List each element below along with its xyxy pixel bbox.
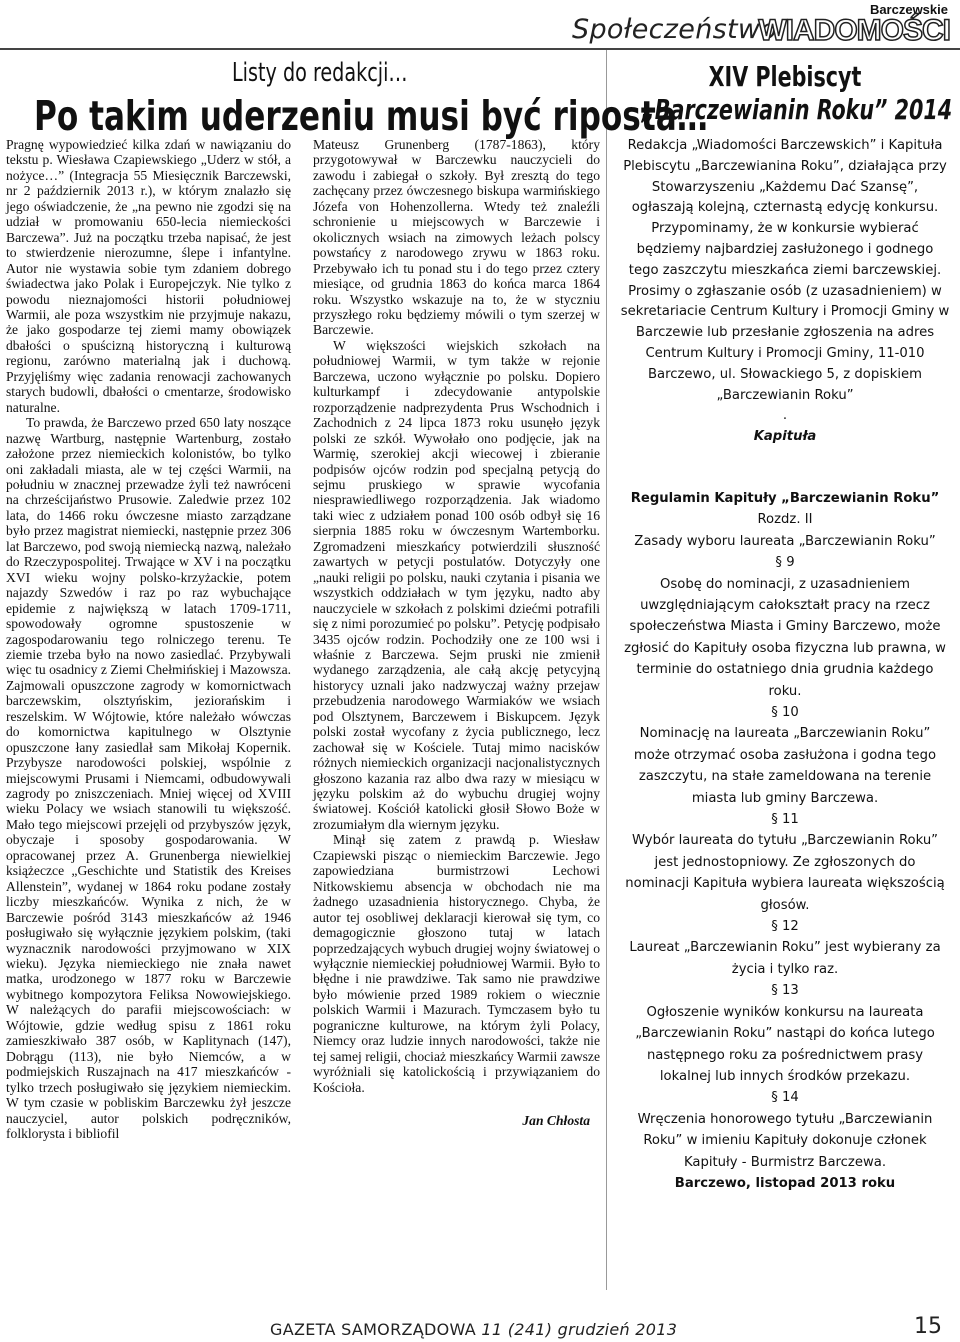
paragraph-number: § 14 (771, 1090, 799, 1106)
regulations-title: Regulamin Kapituły „Barczewianin Roku” (630, 490, 940, 506)
paragraph-text: Wybór laureata do tytułu „Barczewianin Roku” jest jednostopniowy. Ze zgłoszonych do nominacji Kapituła wybiera laureata większością głosów. (625, 833, 945, 913)
article-paragraph: To prawda, że Barczewo przed 650 laty noszące nazwę Wartburg, następnie Wartenburg, zostało założone przez niemieckich kolonistów, bo tylko oni zakładali miasta, ale w tej części Warmii, na południu w znacznej przewadze żyli też nawróceni na chrześcijaństwo Prusowie. Zaledwie przez 102 lata, do 1466 roku ówczesne miasto zarządzane było przez magistrat niemiecki, następnie przez 306 lat Barczewo, pod swoją niemiecką nazwą, należało do Rzeczypospolitej. Trwające w XV i na początku XVI wieku wojny polsko-krzyżackie, potem najazdy Szwedów i raz po raz wybuchające epidemie z największą w latach 1709-1711, spowodowały ogromne spustoszenie w zagospodarowaniu tego rolniczego terenu. Te ziemie trzeba było na nowo zasiedlać. Przybywali więc tu osadnicy z Ziemi Chełmińskiej i Mazowsza. Zajmowali opuszczone zagrody w komornictwach barczewskim, olsztyńskim, jeziorańskim i reszelskim. W Wójtowie, które należało wówczas do komornictwa kapitulnego w Olsztynie opuszczone łany zasiedlał sam Mikołaj Kopernik. Przybysze narodowości polskiej, wspólnie z miejscowymi Prusami i Niemcami, odbudowywali zagrody po zniszczeniach. Mniej więcej od XVIII wieku Polacy we wsiach stanowili tu większość. Mało tego miejscowi przejęli od przybyszów język, obyczaje i sposoby gospodarowania. W opracowanej przez A. Grunenberga niewielkiej książeczce „Geschichte und Statistik des Kreises Allenstein”, wydanej w 1864 roku podane zostały liczby mieszkańców. Wynika z nich, że w Barczewie pośród 3143 mieszkańców aż 1946 posługiwało się wyłącznie językiem polskim, (taki wyznacznik narodowości przyjmowano w XIX wieku). Języka niemieckiego nie znała nawet matka, urodzonego w 1877 roku w Barczewie wybitnego kompozytora Feliksa Nowowiejskiego. W należących do parafii miejscowościach: w Wójtowie, gdzie według spisu z 1861 roku zamieszkiwało 387 osób, w Kaplitynach (147), Dobrągu (113), nie było Niemców, a w podmiejskich Ruszajnach na 417 mieszkańców - tylko trzech posługiwało się językiem niemieckim. W tym czasie w pobliskim Barczewku żył jeszcze nauczyciel, autor polskich podręczników, folklorysta i bibliofil (6, 415, 291, 1141)
article-paragraph: Mateusz Grunenberg (1787-1863), który przygotowywał w Barczewku nauczycieli do zawodu i zabiegał o szkoły. Był zresztą do tego zachęcany przez ówczesnego biskupa warmińskiego Józefa von Hohenzollerna. Wtedy też znaleźli schronienie u miejscowych w Barczewie i okolicznych wsiach na zimowych leżach polscy powstańcy z narodowego zrywu w 1863 roku. Przebywało ich tu ponad stu i do tego przez cztery miesiące, od grudnia 1863 do końca marca 1864 roku. Wszystko wskazuje na to, że w styczniu przyszłego roku będziemy mówili o tym szerzej w Barczewie. (313, 137, 600, 338)
plebiscite-sidebar (610, 60, 960, 1194)
paragraph-text: Nominację na laureata „Barczewianin Roku” może otrzymać osoba zasłużona i godna tego zaszczytu, na stałe zameldowana na terenie miasta lub gminy Barczewa. (633, 726, 937, 806)
regulations-closing: Barczewo, listopad 2013 roku (674, 1175, 896, 1191)
paragraph-number: § 12 (771, 919, 799, 935)
sidebar-title: XIV Plebiscyt (708, 60, 862, 93)
paragraph-number: § 13 (771, 983, 799, 999)
article-paragraph: W większości wiejskich szkołach na południowej Warmii, w tym także w rejonie Barczewa, uczono wyłącznie po polsku. Dopiero kulturkampf i zdecydowanie antypolskie rozporządzenie nadprezydenta Prus Wschodnich i Zachodnich z 24 lipca 1873 roku usunęło język polski ze szkół. Wywołało ono podjęcie, jak na Warmię, szerokiej akcji wiecowej i zbieranie podpisów ojców rodzin pod specjalną petycją do sejmu pruskiego w sprawie wycofania niesprawiedliwego rozporządzenia. Jak wiadomo taki wiec z udziałem ponad 100 osób odbył się 16 sierpnia 1885 roku w ówczesnym Wartemborku. Zgromadzeni mieszkańcy potwierdzili słuszność zawartych w petycji postulatów. Dotyczyły one „nauki religii po polsku, nauki czytania i pisania we wszystkich oddziałach w tym języku, nadto aby nauczyciele w szkołach z polskimi dziećmi potrafili się z nimi porozumieć po polsku”. Petycję podpisało 3435 ojców rodzin. Pochodziły one ze 100 wsi i właśnie z Barczewa. Sejm pruski nie zmienił wydanego zarządzenia, ale całą akcję petycyjną historycy uznali jako nadzwyczaj ważny przejaw przebudzenia narodowego Warmiaków we wsiach pod Olsztynem, Barczewem i Biskupcem. Język polski został wycofany z życia publicznego, lecz zachował się w Kościele. Tutaj mimo nacisków różnych niemieckich organizacji nacjonalistycznych głoszono kazania raz albo dwa razy w miesiącu w języku polskim aż do wybuchu drugiej wojny światowej. Kościół katolicki głosił Słowo Boże w zrozumiałym dla wiernym języku. (313, 337, 600, 832)
sidebar-subtitle: „Barczewianin Roku” 2014 (641, 93, 953, 126)
regulations-heading: Zasady wyboru laureata „Barczewianin Roku” (634, 533, 936, 549)
announcement-text: Redakcja „Wiadomości Barczewskich” i Kapituła Plebiscytu „Barczewianina Roku”, działająca przy Stowarzyszeniu „Każdemu Dać Szansę”, ogłaszają kolejną, czternastą edycję konkursu. Przypominamy, że w konkursie wybierać będziemy najbardziej zasłużonego i godnego tego zaszczytu mieszkańca ziemi barczewskiej. Prosimy o zgłaszanie osób (z uzasadnieniem) w sekretariacie Centrum Kultury i Promocji Gminy w Barczewie lub przesłanie zgłoszenia na adres Centrum Kultury i Promocji Gminy, 11-010 Barczewo, ul. Słowackiego 5, z dopiskiem „Barczewianin Roku” (620, 138, 950, 403)
announcement-dot: . (782, 408, 788, 424)
paragraph-text: Wręczenia honorowego tytułu „Barczewianin Roku” w imieniu Kapituły dokonuje członek Kapituły - Burmistrz Barczewa. (637, 1111, 933, 1170)
article-paragraph: Pragnę wypowiedzieć kilka zdań w nawiązaniu do tekstu p. Wiesława Czapiewskiego „Uderz w stół, a nożyce…” (Integracja 55 Miesięcznik Barczewski, nr 2 październik 2013 r.), w którym znalazło się jego oświadczenie, że „na pewno nie zgodzi się na udział w promowaniu 650-lecia niemieckości Barczewa”. Już na początku trzeba napisać, że jest to stwierdzenie nierozumne, ślepe i infantylne. Autor nie wystawia sobie tym zdaniem dobrego świadectwa jako Polak i Europejczyk. Nie tylko z powodu nieznajomości historii południowej Warmii, ale poza wszystkim nie przyjmuje nakazu, że jako gospodarze tej ziemi mamy obowiązek dbałości o spuścizną historyczną i kulturową regionu, zarówno materialną jak i duchową. Przyjęliśmy więc zadania renowacji zachowanych starych budowli, dbałości o cmentarze, środowisko naturalne. (6, 137, 291, 415)
article-column-1 (6, 137, 291, 1141)
paragraph-text: Laureat „Barczewianin Roku” jest wybierany za życia i tylko raz. (629, 940, 941, 977)
masthead-logo (758, 2, 952, 47)
logo-bottom-text: WIADOMOŚCI (758, 14, 950, 47)
article-headline: Po takim uderzeniu musi być riposta… (34, 92, 708, 140)
page-number: 15 (914, 1314, 942, 1339)
footer-issue: 11 (241) grudzień 2013 (481, 1320, 678, 1339)
announcement-signature: Kapituła (753, 429, 817, 445)
regulations (610, 488, 960, 1194)
paragraph-number: § 11 (771, 812, 799, 828)
column-divider (606, 50, 607, 1290)
article-signature: Jan Chłosta (522, 1113, 590, 1129)
paragraph-number: § 10 (771, 705, 799, 721)
article-column-2 (313, 137, 600, 1129)
logo-top-text: Barczewskie (869, 2, 948, 17)
sidebar-announcement (610, 136, 960, 448)
article-kicker: Listy do redakcji… (232, 58, 408, 88)
regulations-chapter: Rozdz. II (757, 512, 813, 528)
footer-publication: GAZETA SAMORZĄDOWA (270, 1320, 477, 1339)
header-divider (0, 48, 960, 50)
section-title: Społeczeństwo (572, 14, 778, 45)
footer (270, 1320, 677, 1339)
article-paragraph: Minął się zatem z prawdą p. Wiesław Czapiewski pisząc o niemieckim Barczewie. Jego zapowiedziana burmistrzowi Lechowi Nitkowskiemu absencja w obchodach nie ma żadnego uzasadnienia historycznego. Chyba, że autor tej osobliwej deklaracji kierował się tym, co demagogicznie głoszono tutaj w latach poprzedzających wybuch drugiej wojny światowej o wyłącznie niemieckiej południowej Warmii. Było to błędne i nie prawdziwe. Tak samo nie prawdziwe było mówienie przed 1989 rokiem o wiecznie polskich Warmii i Mazurach. Tymczasem było tu pograniczne kulturowe, na którym żyli Polacy, Niemcy oraz ludzie innych narodowości, także nie tej samej religii, chociaż mieszkańcy Warmii zawsze wyróżniali się katolickością i przywiązaniem do Kościoła. (313, 832, 600, 1095)
paragraph-text: Osobę do nominacji, z uzasadnieniem uwzględniającym całokształt pracy na rzecz społeczeństwa Miasta i Gminy Barczewo, może zgłosić do Kapituły osoba fizyczna lub prawna, w terminie do ostatniego dnia grudnia każdego roku. (624, 576, 946, 699)
paragraph-number: § 9 (775, 555, 795, 571)
paragraph-text: Ogłoszenie wyników konkursu na laureata „Barczewianin Roku” nastąpi do końca lutego następnego roku za pośrednictwem prasy lokalnej lub innych środków przekazu. (635, 1004, 935, 1084)
